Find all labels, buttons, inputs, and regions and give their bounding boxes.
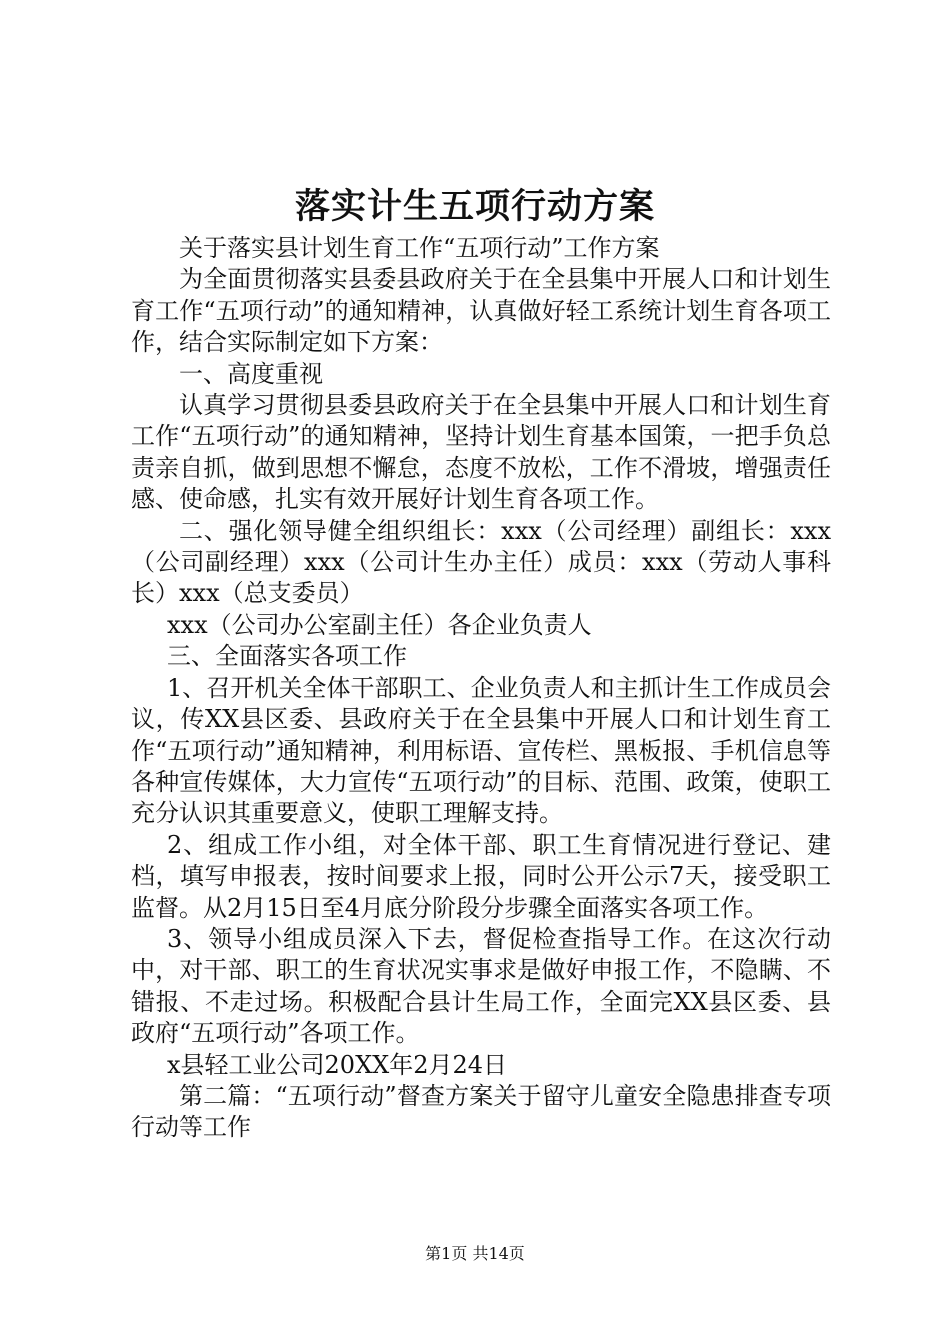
page-number-footer: 第1页 共14页 xyxy=(425,1244,525,1263)
section-3-item-2: 2、组成工作小组，对全体干部、职工生育情况进行登记、建档，填写申报表，按时间要求上报，同时公开公示7天，接受职工监督。从2月15日至4月底分阶段分步骤全面落实各项工作。 xyxy=(131,830,831,922)
section-3-item-3: 3、领导小组成员深入下去，督促检查指导工作。在这次行动中，对干部、职工的生育状况实事求是做好申报工作，不隐瞒、不错报、不走过场。积极配合县计生局工作，全面完XX县区委、县政府“五项行动”各项工作。 xyxy=(131,924,831,1048)
document-body xyxy=(131,233,831,1144)
next-chapter-heading: 第二篇：“五项行动”督查方案关于留守儿童安全隐患排查专项行动等工作 xyxy=(131,1081,831,1142)
section-heading-2: 二、强化领导健全组织组长：xxx（公司经理）副组长：xxx（公司副经理）xxx（公司计生办主任）成员：xxx（劳动人事科长）xxx（总支委员） xyxy=(131,516,831,608)
section-2-continuation: xxx（公司办公室副主任）各企业负责人 xyxy=(167,610,592,639)
signature-line: x县轻工业公司20XX年2月24日 xyxy=(167,1050,508,1079)
section-heading-1: 一、高度重视 xyxy=(179,359,323,388)
section-3-item-1: 1、召开机关全体干部职工、企业负责人和主抓计生工作成员会议，传XX县区委、县政府关于在全县集中开展人口和计划生育工作“五项行动”通知精神，利用标语、宣传栏、黑板报、手机信息等各种宣传媒体，大力宣传“五项行动”的目标、范围、政策，使职工充分认识其重要意义，使职工理解支持。 xyxy=(131,673,831,828)
section-1-paragraph: 认真学习贯彻县委县政府关于在全县集中开展人口和计划生育工作“五项行动”的通知精神，坚持计划生育基本国策，一把手负总责亲自抓，做到思想不懈怠，态度不放松，工作不滑坡，增强责任感、使命感，扎实有效开展好计划生育各项工作。 xyxy=(131,391,831,514)
section-heading-3: 三、全面落实各项工作 xyxy=(167,642,407,671)
document-title: 落实计生五项行动方案 xyxy=(294,186,655,227)
subtitle-paragraph: 关于落实县计划生育工作“五项行动”工作方案 xyxy=(179,234,660,262)
intro-paragraph: 为全面贯彻落实县委县政府关于在全县集中开展人口和计划生育工作“五项行动”的通知精神，认真做好轻工系统计划生育各项工作，结合实际制定如下方案： xyxy=(131,265,831,357)
